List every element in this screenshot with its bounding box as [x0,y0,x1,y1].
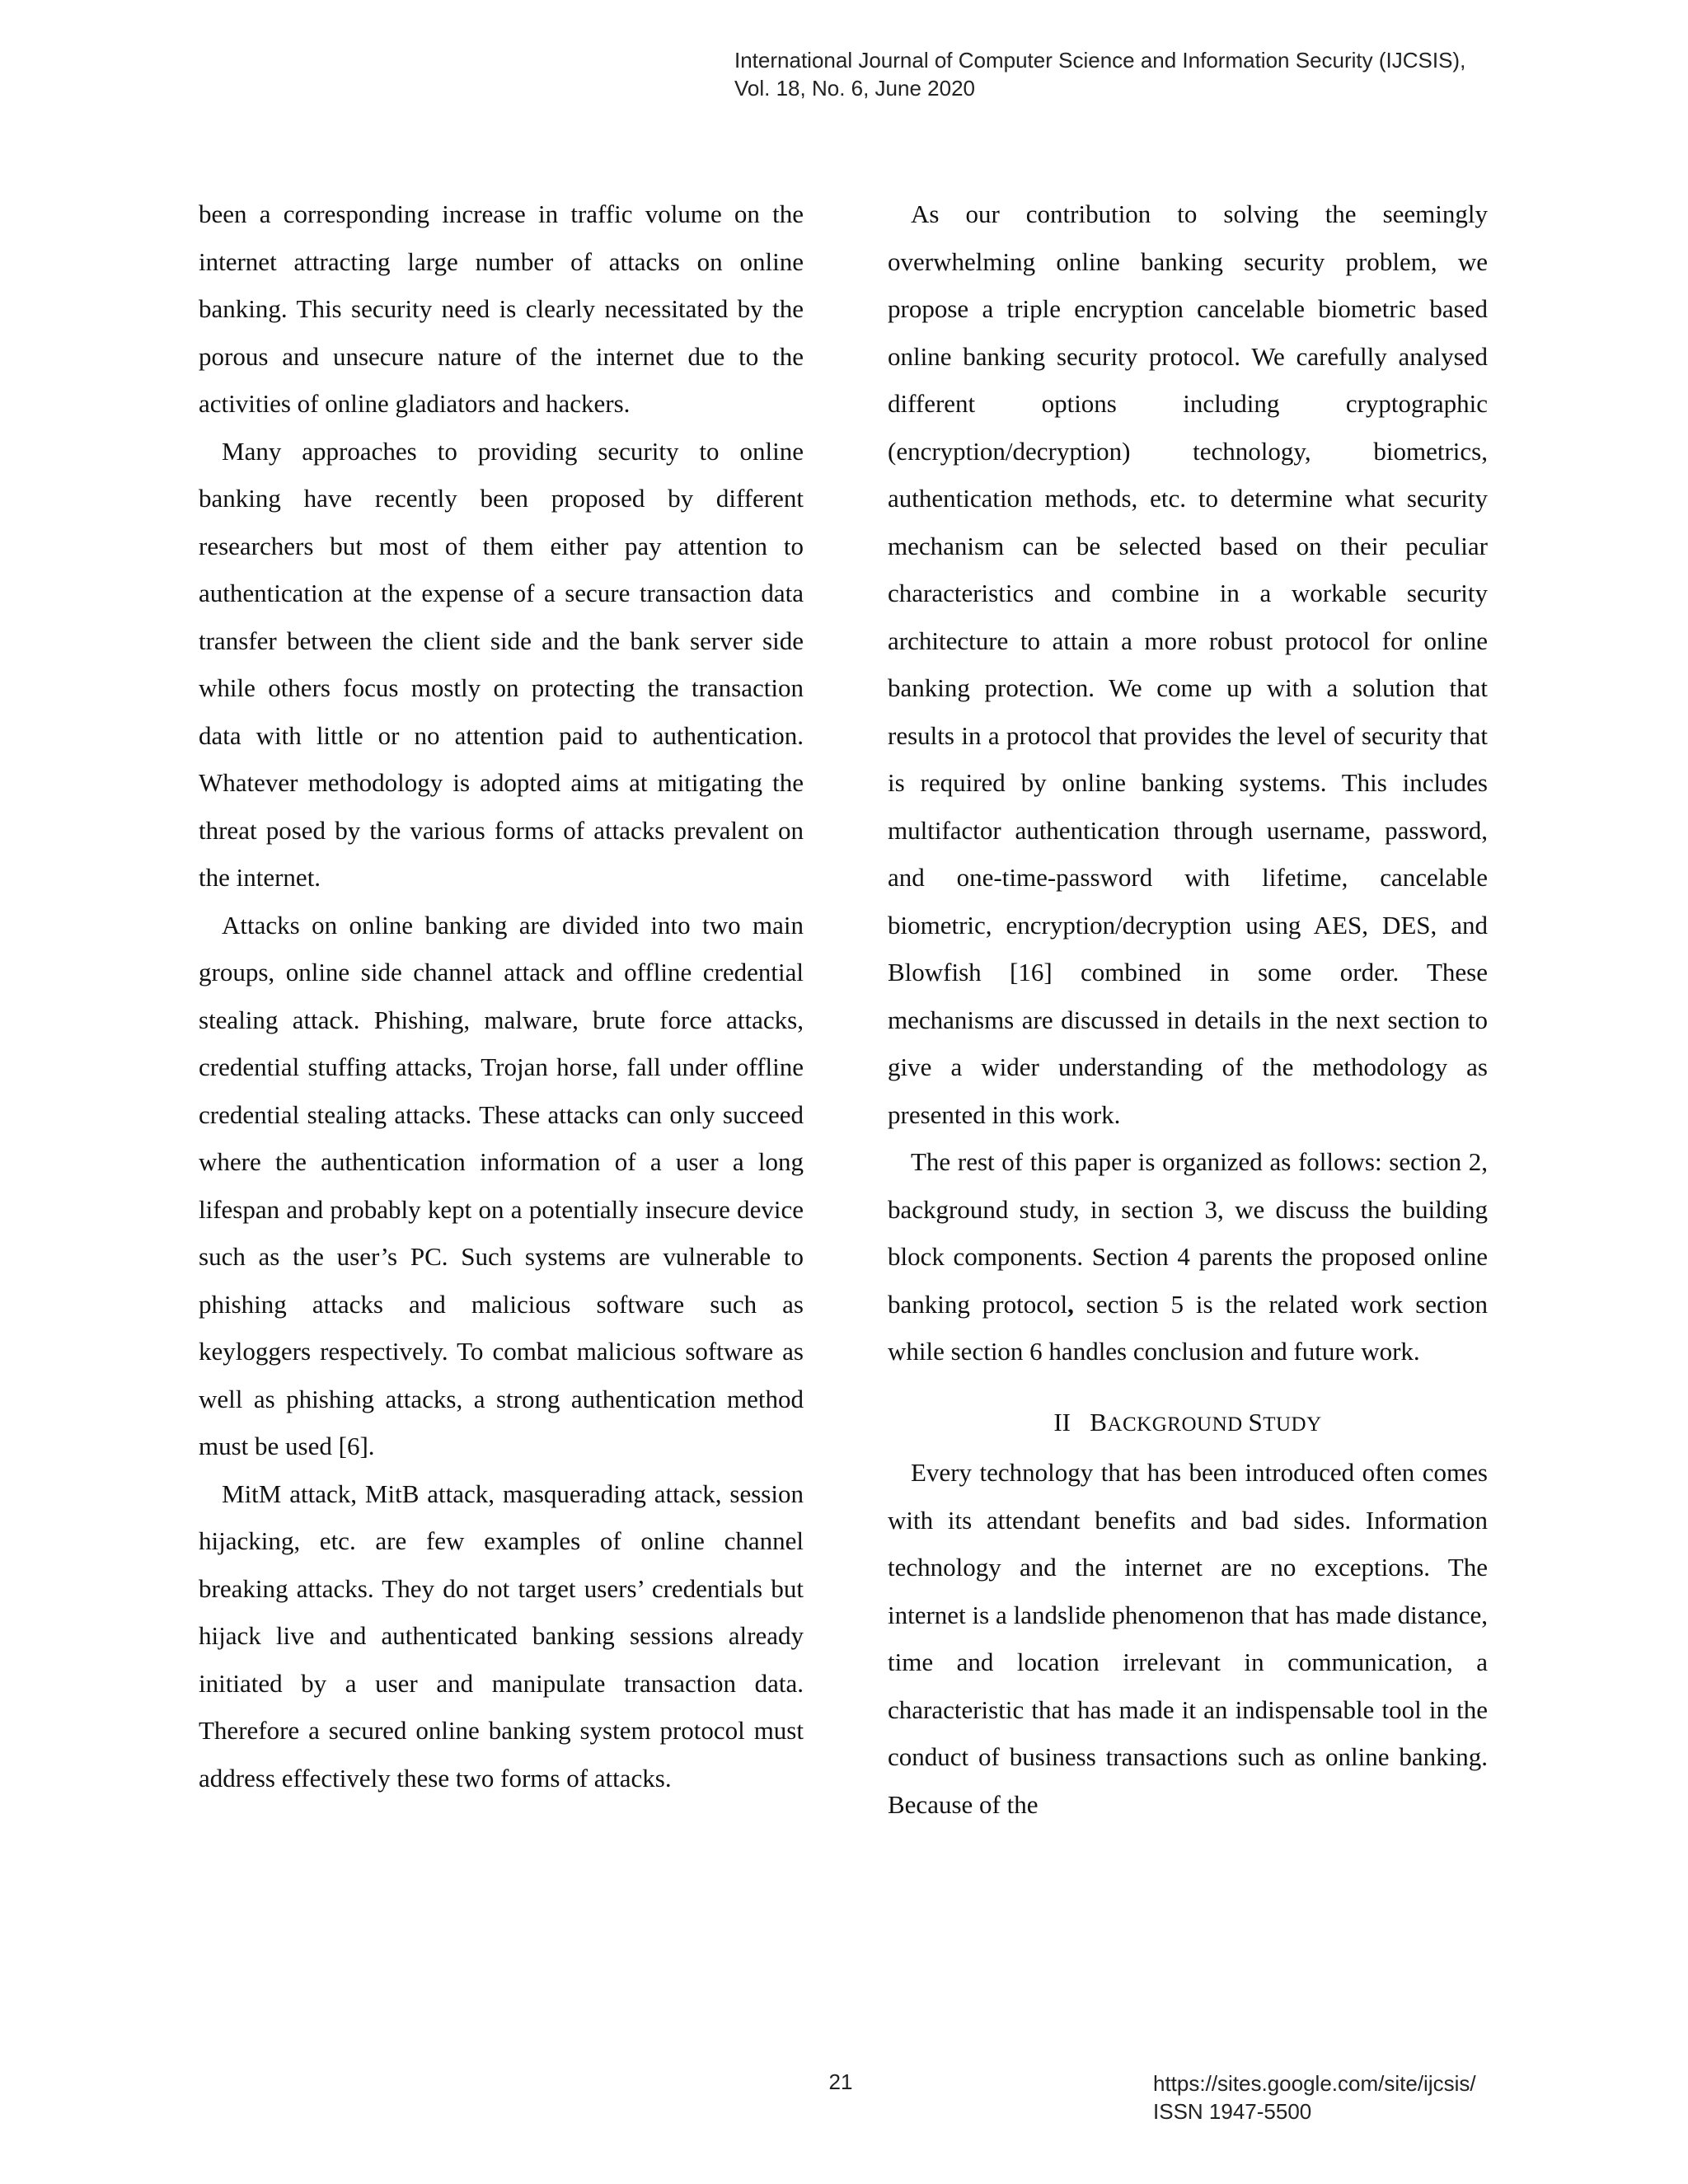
section-number: II [1053,1407,1071,1436]
paragraph: Every technology that has been introduced often comes with its attendant benefits and bad sides. Information technology and the internet are no exceptions. The internet is a landslide phenomenon that has made distance, time and location irrelevant in communication, a characteristic that has made it an indispensable tool in the conduct of business transactions such as online banking. Because of the [888,1458,1488,1819]
right-column [888,190,1488,1828]
journal-title: International Journal of Computer Science and Information Security (IJCSIS), [734,48,1466,73]
footer-url: https://sites.google.com/site/ijcsis/ [1153,2071,1476,2096]
left-column [199,190,804,1802]
paragraph: been a corresponding increase in traffic volume on the internet attracting large number of attacks on online banking. This security need is clearly necessitated by the porous and unsecure nature of the internet due to the activities of online gladiators and hackers. [199,199,804,418]
journal-header [734,46,1674,102]
paragraph-text: The rest of this paper is organized as follows: section 2, background study, in section 3, we discuss the building block components. Section 4 parents the proposed online banking protocol [888,1147,1488,1319]
journal-volume: Vol. 18, No. 6, June 2020 [734,76,975,101]
paragraph-text: section 5 is the related work section while section 6 handles conclusion and future work. [888,1289,1489,1366]
page-number: 21 [828,2069,853,2094]
paragraph: Attacks on online banking are divided into two main groups, online side channel attack and offline credential stealing attack. Phishing, malware, brute force attacks, credential stuffing attacks, Trojan horse, fall under offline credential stealing attacks. These attacks can only succeed where the authentication information of a user a long lifespan and probably kept on a potentially insecure device such as the user’s PC. Such systems are vulnerable to phishing attacks and malicious software such as keyloggers respectively. To combat malicious software as well as phishing attacks, a strong authentication method must be used [6]. [199,910,804,1460]
paragraph: Many approaches to providing security to online banking have recently been proposed by different researchers but most of them either pay attention to authentication at the expense of a secure transaction data transfer between the client side and the bank server side while others focus mostly on protecting the transaction data with little or no attention paid to authentication. Whatever methodology is adopted aims at mitigating the threat posed by the various forms of attacks prevalent on the internet. [199,436,804,892]
paragraph [888,1138,1488,1376]
bold-comma: , [1067,1289,1074,1319]
paragraph: As our contribution to solving the seemingly overwhelming online banking security problem, we propose a triple encryption cancelable biometric based online banking security protocol. We carefully analysed different options including cryptographic (encryption/decryption) technology, biometrics, authentication methods, etc. to determine what security mechanism can be selected based on their peculiar characteristics and combine in a workable security architecture to attain a more robust protocol for online banking protection. We come up with a solution that results in a protocol that provides the level of security that is required by online banking systems. This includes multifactor authentication through username, password, and one-time-password with lifetime, cancelable biometric, encryption/decryption using AES, DES, and Blowfish [16] combined in some order. These mechanisms are discussed in details in the next section to give a wider understanding of the methodology as presented in this work. [888,199,1488,1129]
paragraph: MitM attack, MitB attack, masquerading attack, session hijacking, etc. are few examples of online channel breaking attacks. They do not target users’ credentials but hijack live and authenticated banking sessions already initiated by a user and manipulate transaction data. Therefore a secured online banking system protocol must address effectively these two forms of attacks. [199,1479,804,1793]
footer-info [1153,2069,1476,2125]
section-title: BACKGROUND STUDY [1090,1407,1322,1436]
section-heading [888,1399,1488,1449]
footer-issn: ISSN 1947-5500 [1153,2099,1312,2124]
